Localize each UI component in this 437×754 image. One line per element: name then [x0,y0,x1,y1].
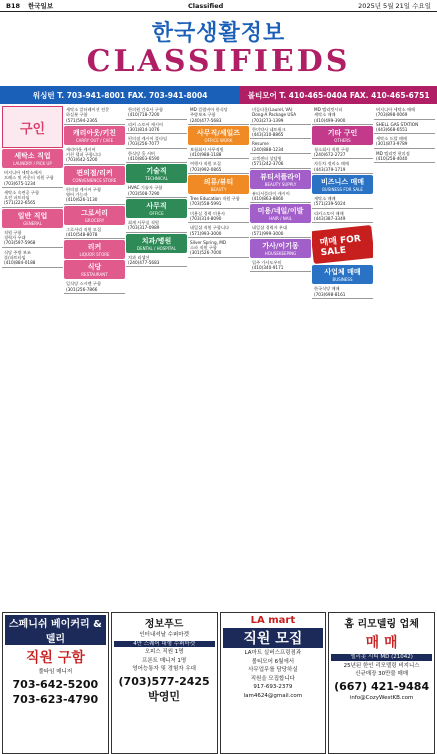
category-header [250,204,311,223]
classified-ad: MD 엘리컷 편의점 (410)258-4040 [374,150,435,164]
category-header [312,175,373,194]
category-sub: HOUSEKEEPING [264,250,297,256]
category-label: 치과/병원 [141,236,172,245]
classified-ad: 자동차 정비소 매매 (443)379-1719 [312,160,373,174]
section-name: Classified [188,1,224,10]
category-sub: HAIR / NAIL [269,216,292,222]
display-ad-lamart [220,612,327,754]
for-sale-graphic [312,224,373,264]
ad-line: 볼티모어 6월에서 [251,658,295,665]
classified-ad: SHELL GAS STATION (443)668-6551 [374,121,435,135]
category-sub: BEAUTY [210,187,227,193]
category-header [188,175,249,194]
ad-headline: 매 매 [365,635,398,651]
ad-line: 프론트 매니저 1명 [142,657,187,664]
category-label: 편의점/리커 [76,168,113,177]
category-header [64,260,125,279]
category-label: 식당 [87,263,102,272]
classified-ad: 한식당 홀 서버 (410)803-6590 [126,150,187,164]
help-wanted-banner [2,106,63,148]
ad-line: 영어능통자 및 경험자 우대 [132,666,196,672]
display-ad-bakery [2,612,109,754]
ad-sub: 풀타임 매니저 [38,669,73,675]
classified-column [250,106,311,611]
ad-headline: 4만 스퀘어 대형 수퍼마켓 [114,641,215,648]
ad-email: info@CozyWestKB.com [349,694,414,701]
ad-line: 25년된 한인 리모델링 비지니스 [343,662,420,669]
ad-headline: 직원 모집 [223,628,324,648]
classified-ad: 리커 스토어 캐시어 (301)814-1076 [126,121,187,135]
category-header [64,126,125,145]
classified-ad: 식당 주방 보조 풀/파트타임 (410)884-0188 [2,249,63,268]
category-label: 사업체 매매 [324,268,361,277]
classified-ad: 편의점 캐시어 풀타임 (703)256-7077 [126,135,187,149]
category-sub: OFFICE [149,210,164,216]
category-sub: BEAUTY SUPPLY [264,181,297,187]
dc-contact: 워싱턴 T. 703-941-8001 FAX. 703-941-8004 [0,86,240,104]
classified-ad: 입주 가사도우미 (410)340-9171 [250,259,311,273]
ad-phone: 703-642-5200 [12,677,99,691]
category-label: 리커 [87,243,102,252]
ad-line: 신규매장 30만불 매매 [355,671,409,677]
classified-ad: 회계 사무실 직원 (703)317-0989 [126,219,187,233]
contact-bar [0,86,437,104]
for-sale-sign: 매매 FOR SALE [312,225,373,264]
display-ad-remodeling [328,612,435,754]
classified-ad: 한미약사 네트워크 (443)310-8865 [250,126,311,140]
ad-phone: 917-693-2379 [253,684,293,690]
ad-line: LA마트 실버스프링점과 [244,650,302,656]
category-label: 기술직 [146,167,167,176]
category-label: 그로서리 [80,208,109,217]
brand-name: 한국일보 [28,2,54,10]
classified-ad: 편의점 캐시어 구함 영어 가능자 (410)626-1130 [64,186,125,205]
classified-ad: 여행사 직원 모집 (703)992-0865 [188,160,249,174]
classified-ad: 세탁소 드랍 매매 (301)873-9789 [374,135,435,149]
classified-ad: 일식당 스시맨 구함 (301)256-7866 [64,280,125,294]
ad-title: 스페니쉬 베이커리 & 델리 [5,615,106,645]
category-sub: LIQUOR STORE [79,252,110,258]
category-label: 사무직/세일즈 [196,128,241,137]
category-header [64,206,125,225]
display-ads [0,612,437,754]
classified-ad: 그로서리 직원 모집 (410)548-8078 [64,226,125,240]
category-header [250,170,311,189]
category-sub: CONVENIENCE STORE [72,177,117,183]
classified-ad: 세탁소 매매 (571)239-5024 [312,195,373,209]
classified-ad: 네일샵 직원 구합니다 (571)993-3000 [188,224,249,238]
classified-ad: 한국식당 매매 (703)698-8161 [312,285,373,299]
category-label: 기타 구인 [327,128,358,137]
korean-title: 한국생활정보 [151,21,286,46]
category-sub: LAUNDRY / PICK UP [13,161,52,166]
classified-ad: 세탁소 숙련공 구함 오전 파트타임 (571)222-6565 [2,189,63,208]
classified-ad: 캐리아웃 캐시어 키친 헬퍼 구합니다 (703)642-5200 [64,146,125,165]
masthead [0,12,437,86]
category-header [64,166,125,185]
ad-title: 홈 리모델링 업체 [344,619,419,630]
classified-ad: 직원 구함 경력자 우대 (703)597-5968 [2,229,63,248]
classified-ad: 리커스토어 매매 (443)387-3349 [312,210,373,224]
top-bar-left [6,1,53,10]
classified-ad: 버지니아 세탁소에서 프레스 및 카운터 직원 구함 (703)675-1234 [2,169,63,188]
ad-sub: 엘리콧 시티 MD (21042) [331,654,432,661]
issue-date: 2025년 5월 21일 수요일 [358,2,431,10]
classified-ad: MD 엘리컷시티 세탁소 매매 (410)499-3900 [312,106,373,125]
classified-ad: 미들타운(Laurel, VA) Dong-A Package USA (703)273-1399 [250,106,311,125]
ad-title: LA mart [250,615,296,626]
category-sub: GENERAL [23,220,42,226]
category-header [188,126,249,145]
classified-ad: 치과 리셉션 (240)477-5683 [126,254,187,268]
category-sub: GROCERY [84,217,105,223]
category-header [126,234,187,253]
classified-ad: Silver Spring, MD 스파 직원 구함 (301)526-7000 [188,239,249,258]
classified-ad: 한의원 간호사 구함 (410)718-7200 [126,106,187,120]
classified-ad: 보험회사 사무직원 (410)988-1188 [188,146,249,160]
classified-ad: 뷰티서플라이 캐시어 (410)863-8860 [250,190,311,204]
classified-ad: MD 컬럼비아 한식당 주방보조 구함 (240)477-5683 [188,106,249,125]
classified-grid [2,106,435,611]
ad-phone: (667) 421-9484 [334,679,430,693]
english-title: CLASSIFIEDS [86,44,351,79]
ad-line: 사무업무를 담당하실 [248,667,298,673]
ad-line: 직원을 모집합니다 [250,675,295,682]
ad-email: lam4624@gmail.com [243,692,303,699]
category-label: 일반 직업 [17,211,48,220]
classified-ad: 고객센터 상담원 (571)242-3706 [250,155,311,169]
classified-column [2,106,63,611]
category-sub: BUSINESS FOR SALE [322,187,363,193]
ad-phone: (703)577-2425 박영민 [118,674,210,703]
category-header [2,149,63,168]
ad-headline: 직원 구함 [25,650,85,666]
page-number: B18 [6,1,20,10]
classified-column [64,106,125,611]
classified-ad: 버지니아 세탁소 매매 (703)898-0069 [374,106,435,120]
display-ad-market [111,612,218,754]
category-label: 세탁소 직업 [14,152,51,160]
classified-ad: HVAC 기술자 구함 (703)508-7290 [126,184,187,198]
category-header [126,199,187,218]
md-contact: 볼티모어 T. 410-465-0404 FAX. 410-465-6751 [240,86,437,104]
help-wanted-text: 구인 [19,121,46,137]
ad-title: 정보푸드 [144,619,184,630]
classified-column [312,106,373,611]
classified-column [188,106,249,611]
classified-ad: 세탁소 알터레이션 전문 하실분 구함 (571)594-2365 [64,106,125,125]
category-label: 비즈니스 매매 [320,178,364,187]
classified-column [374,106,435,611]
category-label: 미용/네일/이발 [257,207,304,216]
category-sub: DENTAL / HOSPITAL [137,245,176,251]
classified-ad: 미용실 경력 미용사 (703)314-8090 [188,210,249,224]
category-header [126,164,187,183]
category-label: 가사/이기몽 [262,241,299,250]
category-sub: CARRY OUT / CAFE [75,137,114,143]
category-label: 의류/뷰티 [203,178,234,187]
classified-column [126,106,187,611]
classified-ad: 청소회사 직원 구함 (240)672-2727 [312,146,373,160]
ad-phone: 703-623-4790 [12,692,99,706]
category-header [64,240,125,259]
category-label: 캐리아웃/키친 [72,128,117,137]
category-sub: OFFICE WORK [204,137,233,143]
category-sub: OTHERS [334,137,351,143]
category-label: 뷰티서플라이 [260,172,301,181]
category-sub: TECHNICAL [145,176,168,182]
category-header [312,126,373,145]
category-sub: RESTAURANT [81,272,108,278]
top-bar [0,0,437,12]
classified-ad: Resume (240)888-1234 [250,140,311,154]
ad-sub: 인터내셔날 수퍼마켓 [139,632,189,638]
category-header [250,239,311,258]
classified-ad: 네일샵 경력자 우대 (571)999-3000 [250,224,311,238]
category-header [2,209,63,228]
category-sub: BUSINESS [332,277,353,283]
classified-ad: Tree Education 직원 구함 (703)558-5991 [188,195,249,209]
category-header [312,265,373,284]
category-label: 사무직 [146,201,167,210]
ad-line: 오피스 직원 1명 [144,649,184,655]
